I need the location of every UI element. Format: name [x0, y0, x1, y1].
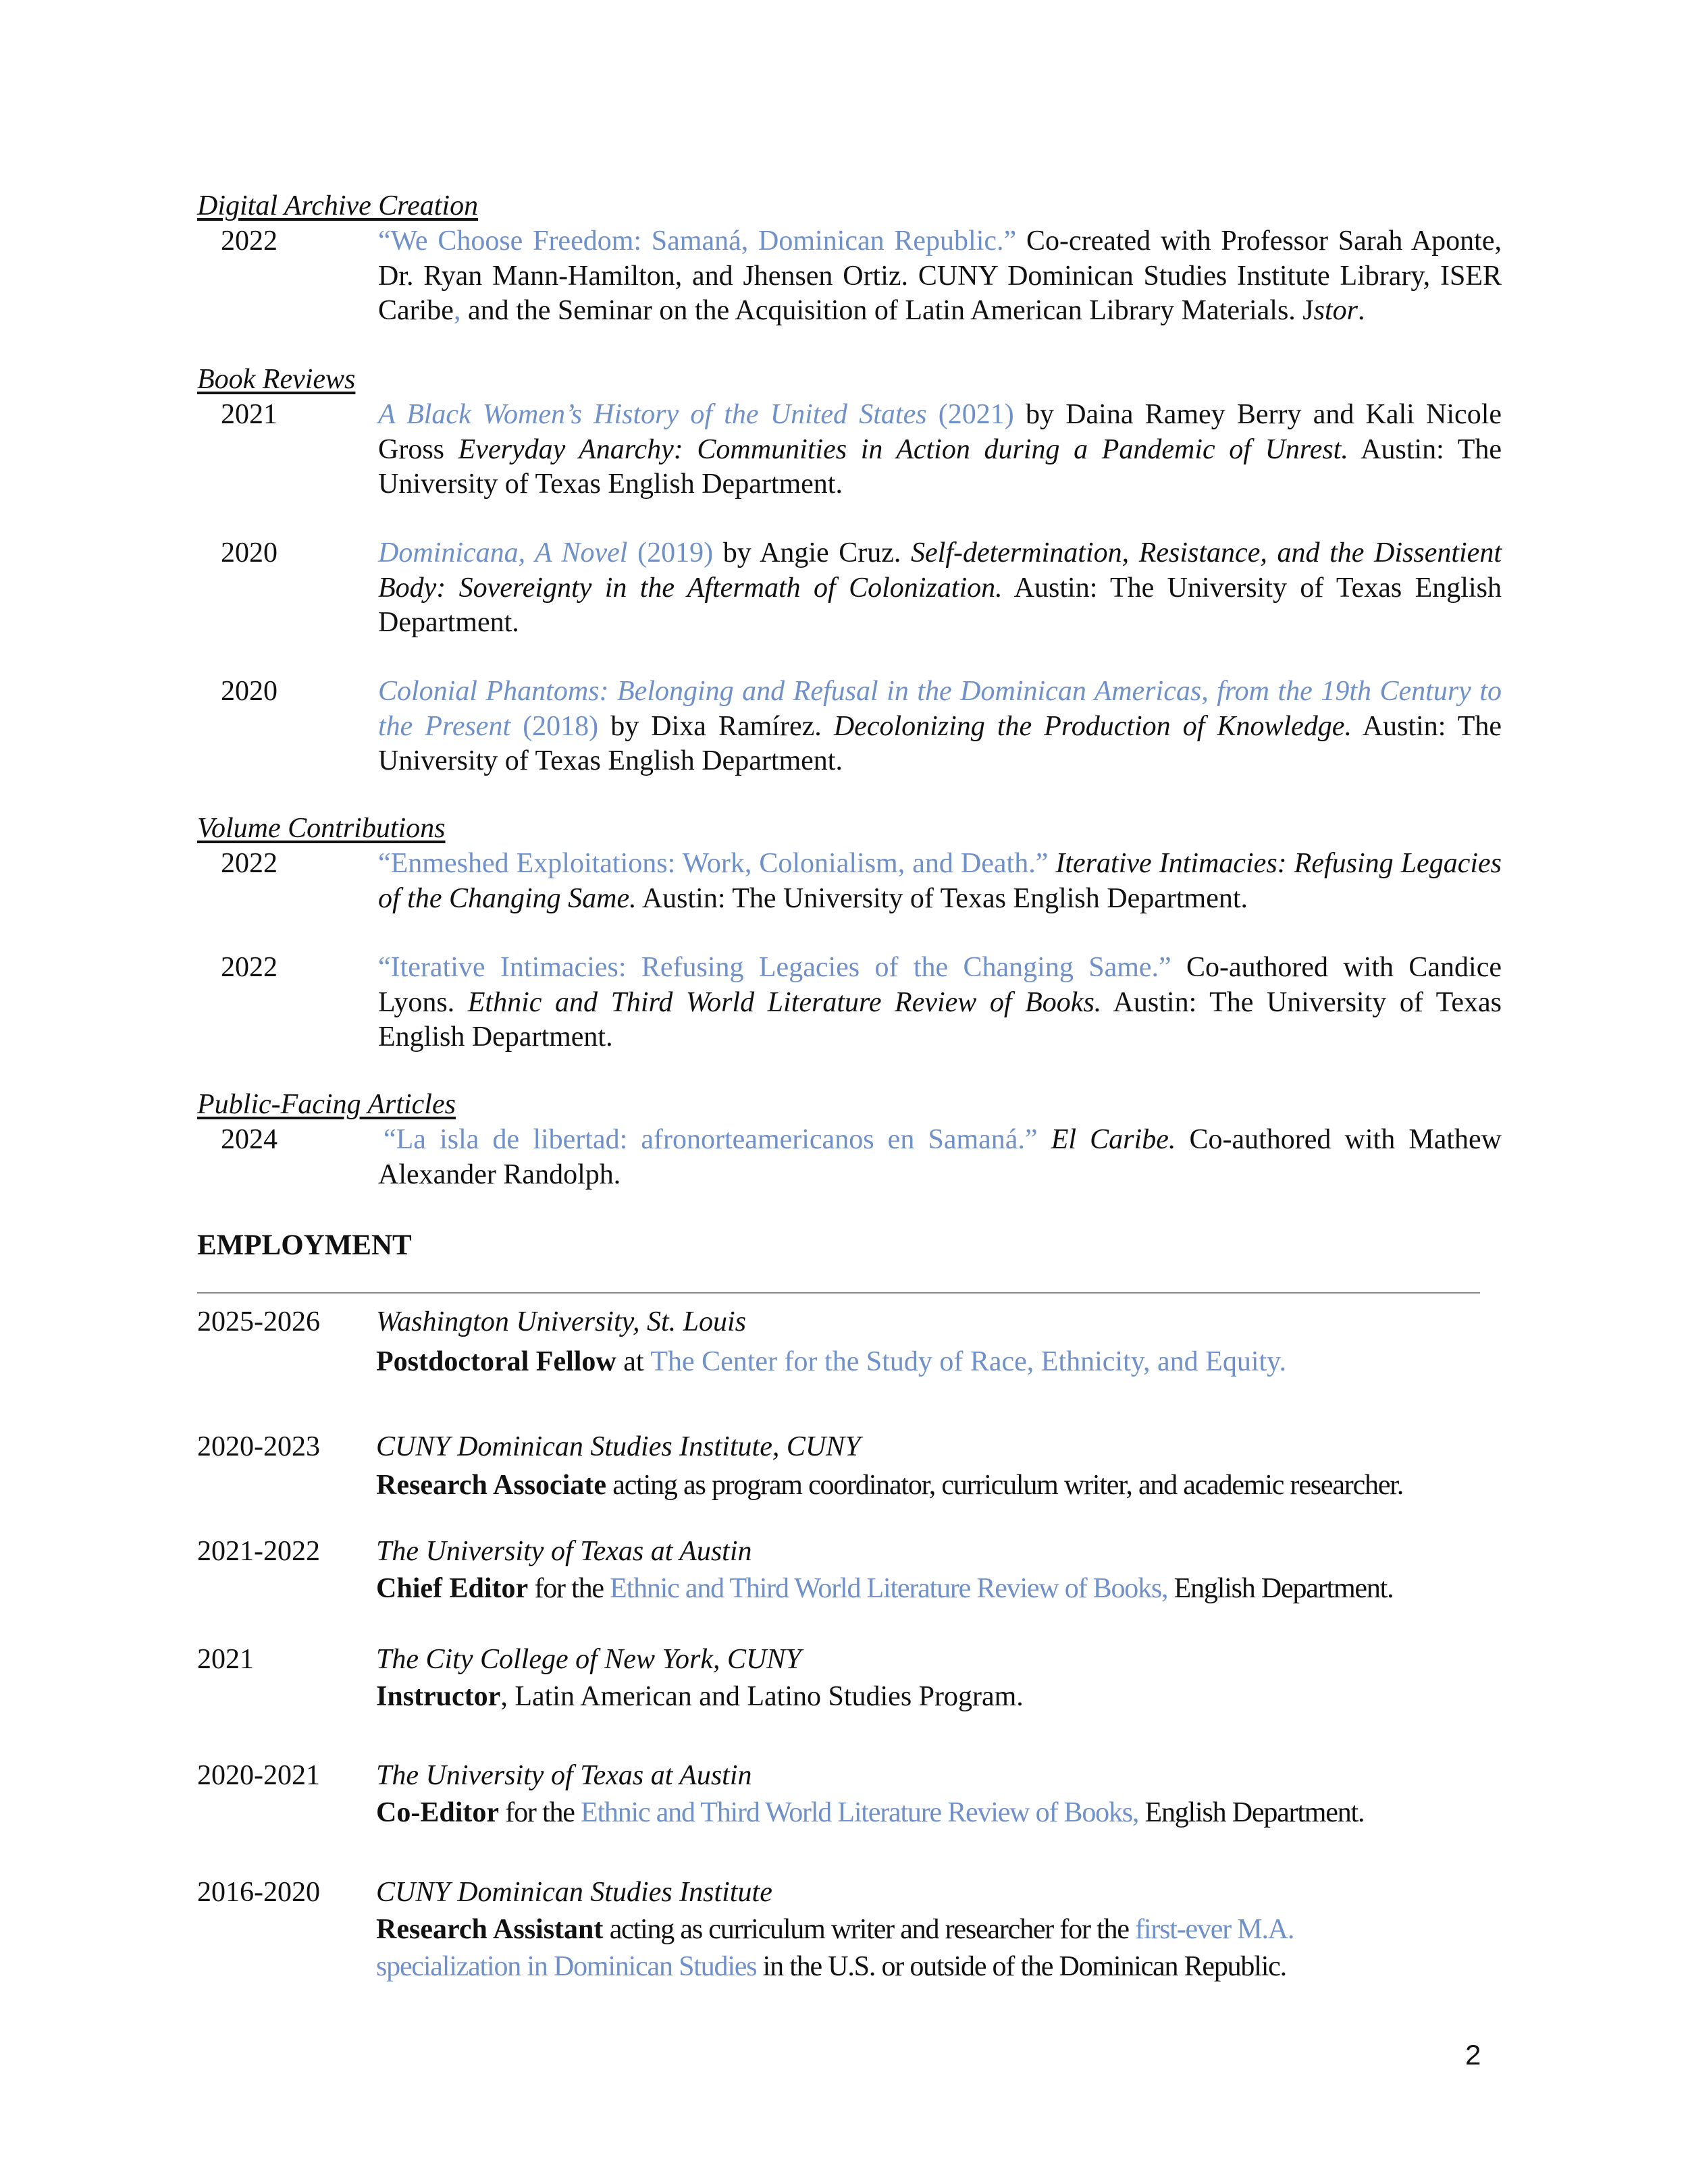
- job-years: 2021-2022: [197, 1536, 320, 1567]
- job-role: Research Associate acting as program coordinator, curriculum writer, and academic researcher.: [376, 1470, 1404, 1501]
- job-organization: CUNY Dominican Studies Institute, CUNY: [376, 1431, 861, 1462]
- volume-entry: “Enmeshed Exploitations: Work, Colonialism, and Death.” Iterative Intimacies: Refusing Legacies of the Changing Same. Austin: The University of Texas English Department.: [378, 848, 1502, 914]
- job-role: Postdoctoral Fellow at The Center for the Study of Race, Ethnicity, and Equity.: [376, 1346, 1286, 1377]
- book-review-entry: Dominicana, A Novel (2019) by Angie Cruz. Self-determination, Resistance, and the Dissentient Body: Sovereignty in the Aftermath of Colonization. Austin: The University of Texas English Department.: [378, 537, 1502, 638]
- job-organization: The University of Texas at Austin: [376, 1760, 752, 1791]
- entry-year: 2020: [221, 537, 278, 568]
- job-link[interactable]: The Center for the Study of Race, Ethnicity, and Equity.: [650, 1346, 1286, 1377]
- article-link[interactable]: “La isla de libertad: afronorteamericanos en Samaná.”: [384, 1124, 1038, 1155]
- job-link[interactable]: first-ever M.A. specialization in Dominican Studies: [376, 1914, 1294, 1982]
- entry-year: 2021: [221, 399, 278, 430]
- job-role: Chief Editor for the Ethnic and Third World Literature Review of Books, English Department.: [376, 1573, 1394, 1604]
- job-role: Co-Editor for the Ethnic and Third World Literature Review of Books, English Department.: [376, 1797, 1365, 1828]
- volume-link[interactable]: “Iterative Intimacies: Refusing Legacies of the Changing Same.”: [378, 952, 1171, 983]
- section-divider: [197, 1292, 1480, 1294]
- job-years: 2020-2021: [197, 1760, 320, 1791]
- job-link[interactable]: Ethnic and Third World Literature Review of Books,: [580, 1797, 1139, 1828]
- entry-year: 2022: [221, 952, 278, 983]
- article-entry: “La isla de libertad: afronorteamericanos en Samaná.” El Caribe. Co-authored with Mathew Alexander Randolph.: [378, 1124, 1502, 1190]
- job-organization: The City College of New York, CUNY: [376, 1644, 801, 1675]
- entry-year: 2024: [221, 1124, 278, 1155]
- section-title-book-reviews: Book Reviews: [197, 364, 356, 395]
- job-link[interactable]: Ethnic and Third World Literature Review of Books,: [610, 1573, 1168, 1604]
- job-organization: CUNY Dominican Studies Institute: [376, 1877, 772, 1908]
- volume-link[interactable]: “Enmeshed Exploitations: Work, Colonialism, and Death.”: [378, 848, 1049, 879]
- entry-year: 2020: [221, 676, 278, 707]
- job-years: 2025-2026: [197, 1306, 320, 1337]
- volume-entry: “Iterative Intimacies: Refusing Legacies of the Changing Same.” Co-authored with Candice Lyons. Ethnic and Third World Literature Review of Books. Austin: The University of Texas English Department.: [378, 952, 1502, 1053]
- job-years: 2021: [197, 1644, 254, 1675]
- book-review-link[interactable]: Colonial Phantoms: Belonging and Refusal in the Dominican Americas, from the 19th Century to the Present (2018): [378, 676, 1502, 742]
- section-title-digital-archive: Digital Archive Creation: [197, 190, 479, 221]
- job-organization: Washington University, St. Louis: [376, 1306, 746, 1337]
- job-role: Instructor, Latin American and Latino Studies Program.: [376, 1681, 1024, 1712]
- job-years: 2016-2020: [197, 1877, 320, 1908]
- entry-year: 2022: [221, 225, 278, 257]
- book-review-link[interactable]: A Black Women’s History of the United States (2021): [378, 399, 1014, 430]
- job-role: Research Assistant acting as curriculum writer and researcher for the first-ever M.A. specialization in Dominican Studies in the U.S. or outside of the Dominican Republic.: [376, 1914, 1294, 1982]
- job-organization: The University of Texas at Austin: [376, 1536, 752, 1567]
- section-title-public-articles: Public-Facing Articles: [197, 1089, 456, 1120]
- book-review-entry: Colonial Phantoms: Belonging and Refusal in the Dominican Americas, from the 19th Century to the Present (2018) by Dixa Ramírez. Decolonizing the Production of Knowledge. Austin: The University of Texas English Department.: [378, 676, 1502, 776]
- section-title-volume-contributions: Volume Contributions: [197, 813, 446, 844]
- archive-entry: “We Choose Freedom: Samaná, Dominican Republic.” Co-created with Professor Sarah Aponte, Dr. Ryan Mann-Hamilton, and Jhensen Ortiz. CUNY Dominican Studies Institute Library, ISER Caribe, and the Seminar on the Acquisition of Latin American Library Materials. Jstor.: [378, 225, 1502, 326]
- entry-year: 2022: [221, 848, 278, 879]
- page-number: 2: [1465, 2039, 1481, 2071]
- job-years: 2020-2023: [197, 1431, 320, 1462]
- book-review-link[interactable]: Dominicana, A Novel (2019): [378, 537, 714, 568]
- book-review-entry: A Black Women’s History of the United States (2021) by Daina Ramey Berry and Kali Nicole Gross Everyday Anarchy: Communities in Action during a Pandemic of Unrest. Austin: The University of Texas English Department.: [378, 399, 1502, 500]
- employment-heading: EMPLOYMENT: [197, 1229, 412, 1261]
- archive-link[interactable]: “We Choose Freedom: Samaná, Dominican Republic.”: [378, 225, 1017, 257]
